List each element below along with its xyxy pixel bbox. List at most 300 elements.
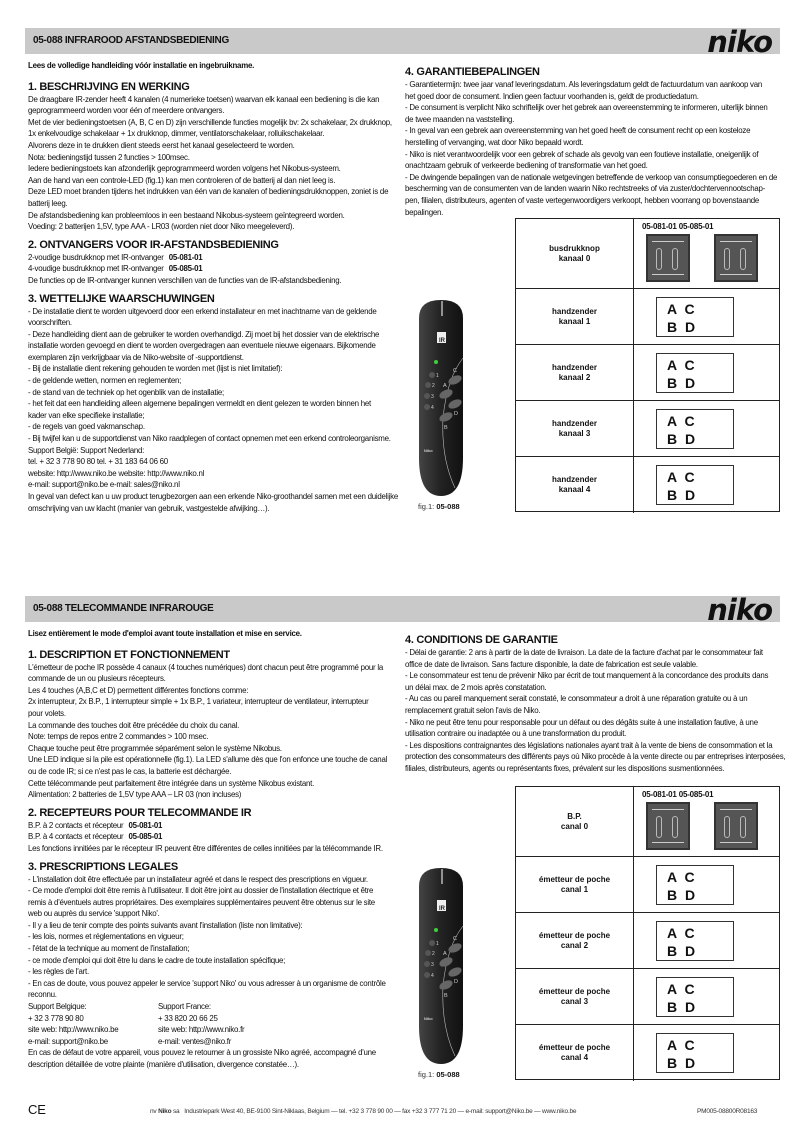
key-label: 3 (431, 962, 434, 968)
table-row (516, 457, 779, 513)
text-line (405, 125, 783, 137)
ce-mark: CE (28, 1102, 46, 1117)
text-line (28, 1001, 400, 1013)
text-line (28, 275, 400, 287)
line-text: L'émetteur de poche IR possède 4 canaux (4 touches numériques) dont chacun peut être programmé pour la (28, 662, 383, 672)
product-codes: 05-081-01 05-085-01 (642, 790, 714, 799)
line-text: remplacement gratuit selon l'avis de Niko. (405, 705, 541, 715)
key-label: C (684, 1037, 697, 1053)
key-label: A (667, 301, 679, 317)
key-label: D (685, 887, 698, 903)
line-text: 2-voudige busdrukknop met IR-ontvanger (28, 252, 164, 262)
text-line (28, 375, 400, 387)
key-label: 1 (436, 373, 439, 379)
line-text: het goed door de consument. Indien geen factuur voorhanden is, geldt de productiedatum. (405, 91, 699, 101)
key-label: D (685, 375, 698, 391)
line-text: - Niko is niet verantwoordelijk voor een gebrek of schade als gevolg van een foutieve installatie, oneigenlijk of (405, 149, 759, 159)
text-line (405, 751, 786, 763)
key-label: B (667, 375, 680, 391)
line-text: remis à d'éventuels autres propriétaires. Des exemplaires supplémentaires peuvent être obtenus sur le site (28, 897, 375, 907)
line-text: - Niko ne peut être tenu pour responsable pour un défaut ou des dégâts suite à une installation fautive, à une (405, 717, 758, 727)
text-line (405, 195, 783, 207)
line-text: e-mail: support@niko.be (28, 1036, 108, 1046)
four-way-switch-image (714, 802, 758, 850)
table-row (516, 1025, 779, 1081)
text-line (28, 340, 400, 352)
key-label: A (443, 383, 447, 389)
line-text: 4-voudige busdrukknop met IR-ontvanger (28, 264, 164, 274)
line-text: Iedere bedieningstoets kan afzonderlijk geprogrammeerd worden volgens het Nikobus-systeem. (28, 164, 341, 174)
section-heading: 3. PRESCRIPTIONS LEGALES (28, 860, 178, 873)
text-line (28, 831, 400, 843)
line-text: tel. + 32 3 778 90 80 tel. + 31 183 64 06 60 (28, 457, 168, 467)
line-text: - Ce mode d'emploi doit être remis à l'utilisateur. Il doit être joint au dossier de l'installation électrique et être (28, 886, 374, 896)
text-line (28, 931, 400, 943)
line-text: un délai max. de 2 mois après constatation. (405, 682, 547, 692)
table-row (516, 289, 779, 345)
key-label: D (685, 431, 698, 447)
figure-caption: fig.1: 05-088 (418, 1070, 460, 1079)
line-text: bepalingen. (405, 207, 444, 217)
text-line (28, 966, 400, 978)
key-label: Niko (424, 1016, 433, 1021)
line-text: Alvorens deze in te drukken dient steeds eerst het kanaal geselecteerd te worden. (28, 140, 295, 150)
row-label: busdrukknop kanaal 0 (516, 219, 634, 288)
line-text: web ou auprès du service 'support Niko'. (28, 909, 160, 919)
line-text-col2: Support France: (158, 1002, 211, 1012)
line-text: 1x enkelvoudige schakelaar + 1x drukknop, dimmer, ventilatorschakelaar, rolluikschakelaar. (28, 129, 325, 139)
key-label: A (667, 413, 679, 429)
key-layout (656, 977, 734, 1017)
key-label: A (443, 951, 447, 957)
text-line (28, 186, 400, 198)
line-text: - Le consommateur est tenu de prévenir Niko par écrit de tout manquement à la concordance des produits dans (405, 671, 769, 681)
text-line (28, 479, 400, 491)
text-line (28, 843, 400, 855)
text-line (28, 943, 400, 955)
text-line (28, 352, 400, 364)
text-line (28, 874, 400, 886)
figure-code: 05-088 (436, 1070, 460, 1079)
text-line (28, 210, 400, 222)
text-line (405, 114, 783, 126)
text-line (28, 1024, 400, 1036)
key-label: D (685, 319, 698, 335)
key-label: Niko (424, 448, 433, 453)
text-line (28, 433, 400, 445)
section-header (25, 593, 780, 627)
key-label: B (444, 993, 448, 999)
manual-section-fr (0, 568, 802, 1136)
text-line (28, 720, 400, 732)
two-way-switch-image (646, 234, 690, 282)
text-line (28, 421, 400, 433)
line-text: protection des consommateurs des différents pays où Niko procède à la vente directe ou par entreprises interposées, (405, 752, 786, 762)
document-code: PM005-08800R08163 (697, 1108, 758, 1115)
key-label: C (453, 368, 457, 374)
line-text: - Bij twijfel kan u de supportdienst van Niko raadplegen of contact opnemen met een erkend controleorganisme. (28, 434, 391, 444)
remote-control-figure (413, 298, 469, 498)
key-label: B (444, 425, 448, 431)
row-label: handzender kanaal 3 (516, 401, 634, 456)
text-line (28, 306, 400, 318)
line-text: In geval van defect kan u uw product terugbezorgen aan een erkende Niko-groothandel samen met een duidelijke (28, 492, 398, 501)
line-text: - les règles de l'art. (28, 967, 89, 977)
key-label: 2 (432, 951, 435, 957)
key-label: B (667, 999, 680, 1015)
key-label: A (667, 869, 679, 885)
text-line (405, 670, 783, 682)
text-line (405, 102, 783, 114)
text-line (405, 172, 783, 184)
line-text: Note: temps de repos entre 2 commandes > 100 msec. (28, 732, 209, 742)
key-label: B (667, 487, 680, 503)
line-text: de twee maanden na vaststelling. (405, 114, 515, 124)
line-text: Met de vier bedieningstoetsen (A, B, C en D) zijn verschillende functies mogelijk bv: 2x schakelaar, 2x drukknop, (28, 117, 392, 127)
line-text: pen, filialen, distributeurs, agenten of vaste vertegenwoordigers verkoopt, hebben voorrang op bovenstaande (405, 195, 760, 205)
line-text: B.P. à 2 contacts et récepteur (28, 820, 124, 830)
text-line (28, 978, 400, 990)
text-line (405, 91, 783, 103)
line-text: - Délai de garantie: 2 ans à partir de la date de livraison. La date de la facture d'achat par le consommateur fait (405, 648, 763, 657)
text-line (28, 820, 400, 832)
line-text: herstelling of vervanging, wat door Niko bepaald wordt. (405, 137, 584, 147)
table-row (516, 219, 779, 289)
niko-logo: niko (707, 25, 772, 59)
line-text: utilisation contraire ou inadaptée ou à une transformation du produit. (405, 729, 627, 739)
line-text: Nota: bedieningstijd tussen 2 functies > 100msec. (28, 152, 190, 162)
text-line (405, 149, 783, 161)
figure-code: 05-088 (436, 502, 460, 511)
line-text: office de date de livraison. Sans facture disponible, la date de fabrication est seule valable. (405, 659, 698, 669)
text-line (405, 763, 783, 775)
text-line (28, 491, 400, 503)
remote-control-figure (413, 866, 469, 1066)
text-line (28, 503, 400, 515)
line-text: - Bij de installatie dient rekening gehouden te worden met (lijst is niet limitatief): (28, 364, 283, 374)
section-heading: 4. GARANTIEBEPALINGEN (405, 66, 540, 78)
text-line (28, 263, 400, 275)
key-label: D (685, 1055, 698, 1071)
left-column (28, 628, 400, 1071)
key-label: 1 (436, 941, 439, 947)
line-text: omschrijving van uw klacht (manier van gebruik, vastgestelde afwijking…). (28, 503, 270, 513)
section-heading: 3. WETTELIJKE WAARSCHUWINGEN (28, 292, 215, 305)
key-label: A (667, 925, 679, 941)
product-code: 05-081-01 (128, 820, 163, 830)
row-label: handzender kanaal 2 (516, 345, 634, 400)
niko-logo: niko (707, 593, 772, 627)
line-text: Aan de hand van een controle-LED (fig.1) kan men controleren of de batterij al dan niet leeg is. (28, 175, 336, 185)
text-line (28, 163, 400, 175)
line-text: - les lois, normes et réglementations en vigueur; (28, 932, 184, 942)
key-label: IR (439, 338, 445, 344)
key-label: B (667, 1055, 680, 1071)
key-label: 2 (432, 383, 435, 389)
line-text: De afstandsbediening kan probleemloos in een bestaand Nikobus-systeem geïntegreerd worden. (28, 210, 345, 220)
line-text: B.P. à 4 contacts et récepteur (28, 832, 124, 842)
text-line (28, 778, 400, 790)
text-line (405, 682, 783, 694)
product-code: 05-081-01 (168, 252, 203, 262)
line-text: - In geval van een gebrek aan overeenstemming van het goed heeft de consument recht op een kosteloze (405, 126, 751, 136)
line-text: - ce mode d'emploi qui doit être lu dans le cadre de toute installation spécifique; (28, 955, 286, 965)
key-label: C (684, 357, 697, 373)
key-label: IR (439, 906, 445, 912)
channel-table (515, 218, 780, 512)
section-title: 05-088 INFRAROOD AFSTANDSBEDIENING (33, 35, 229, 46)
line-text: Les fonctions innitiées par le récepteur IR peuvent être différentes de celles innitiées par la télécommande IR. (28, 843, 383, 853)
line-text: installatie worden gevoegd en dient te worden overgedragen aan eventuele nieuwe eigenaars. Bijkomende (28, 341, 376, 351)
line-text: Les 4 touches (A,B,C et D) permettent différentes fonctions comme: (28, 685, 249, 695)
key-label: C (453, 936, 457, 942)
line-text: - En cas de doute, vous pouvez appeler le service 'support Niko' ou vous adresser à un organisme de contrôle (28, 978, 386, 988)
table-row (516, 401, 779, 457)
text-line (28, 673, 400, 685)
text-line (28, 955, 400, 967)
text-line (28, 105, 400, 117)
text-line (405, 647, 783, 659)
line-text: Voeding: 2 batterijen 1,5V, type AAA - LR03 (worden niet door Niko meegeleverd). (28, 222, 295, 232)
line-text: - de geldende wetten, normen en reglementen; (28, 376, 182, 386)
text-line (405, 740, 783, 752)
key-label: C (684, 469, 697, 485)
key-layout (656, 1033, 734, 1073)
line-text: kader van elke specifieke installatie; (28, 410, 145, 420)
table-row (516, 969, 779, 1025)
text-line (28, 920, 400, 932)
line-text: website: http://www.niko.be website: http://www.niko.nl (28, 468, 205, 478)
key-label: C (684, 413, 697, 429)
text-line (28, 662, 400, 674)
text-line (28, 1036, 400, 1048)
line-text: - De dwingende bepalingen van de nationale wetgevingen betreffende de verkoop van consumptiegoederen en de (405, 172, 778, 182)
line-text: - De consument is verplicht Niko schriftelijk over het gebrek aan overeenstemming te informeren, uiterlijk binnen (405, 103, 768, 113)
line-text: commande de un ou plusieurs récepteurs. (28, 674, 166, 684)
text-line (28, 128, 400, 140)
key-label: D (685, 487, 698, 503)
section-heading: 1. BESCHRIJVING EN WERKING (28, 80, 190, 93)
text-line (28, 140, 400, 152)
status-led (434, 360, 438, 364)
text-line (28, 731, 400, 743)
line-text: description détaillée de votre plainte (manière d'utilisation, divergence constatée…). (28, 1060, 299, 1069)
key-layout (656, 921, 734, 961)
key-label: A (667, 469, 679, 485)
line-text: geprogrammeerd worden voor één of meerdere ontvangers. (28, 106, 225, 116)
line-text-col2: + 33 820 20 66 25 (158, 1013, 218, 1023)
line-text: - Il y a lieu de tenir compte des points suivants avant l'installation (liste non limitative): (28, 920, 303, 930)
key-label: 4 (431, 405, 434, 411)
key-layout (656, 865, 734, 905)
key-label: C (684, 301, 697, 317)
line-text: onachtzaam gebruik of verkeerde bediening of transformatie van het goed. (405, 161, 648, 171)
section-heading: 1. DESCRIPTION ET FONCTIONNEMENT (28, 648, 230, 661)
line-text: voorschriften. (28, 318, 72, 328)
key-layout (656, 465, 734, 505)
line-text: - Au cas ou pareil manquement serait constaté, le consommateur a droit à une réparation gratuite ou à un (405, 694, 748, 704)
key-label: C (684, 925, 697, 941)
text-line (28, 897, 400, 909)
text-line (28, 363, 400, 375)
footer-address: nv Niko sa Industriepark West 40, BE-9100 Sint-Niklaas, Belgium — tel. +32 3 778 90 00 — fax +32 3 777 71 20 — e-mail: support@Niko.be — www.niko.be (150, 1108, 577, 1115)
intro-notice: Lees de volledige handleiding vóór installatie en ingebruikname. (28, 61, 255, 70)
line-text: Cette télécommande peut parfaitement être intégrée dans un système Nikobus existant. (28, 778, 315, 788)
left-column (28, 60, 400, 514)
text-line (28, 152, 400, 164)
key-label: D (685, 943, 698, 959)
text-line (28, 317, 400, 329)
text-line (28, 221, 400, 233)
key-label: D (454, 979, 458, 985)
key-label: C (684, 869, 697, 885)
product-codes: 05-081-01 05-085-01 (642, 222, 714, 231)
text-line (28, 708, 400, 720)
table-row (516, 857, 779, 913)
intro-notice: Lisez entièrement le mode d'emploi avant toute installation et mise en service. (28, 629, 302, 638)
row-label: émetteur de poche canal 3 (516, 969, 634, 1024)
four-way-switch-image (714, 234, 758, 282)
key-label: 3 (431, 394, 434, 400)
figure-caption: fig.1: 05-088 (418, 502, 460, 511)
key-label: B (667, 887, 680, 903)
key-label: B (667, 319, 680, 335)
line-text: De draagbare IR-zender heeft 4 kanalen (4 numerieke toetsen) waarvan elk kanaal een bediening is die kan (28, 94, 380, 104)
text-line (405, 728, 783, 740)
text-line (28, 696, 400, 708)
row-label: émetteur de poche canal 4 (516, 1025, 634, 1081)
right-column (405, 628, 786, 775)
key-label: B (667, 431, 680, 447)
text-line (28, 94, 400, 106)
text-line (28, 743, 400, 755)
key-label: 4 (431, 973, 434, 979)
line-text: bescherming van de consumenten van de landen waarin Niko rechtstreeks of via zuster/dochtervennootschap- (405, 184, 765, 194)
line-text: Alimentation: 2 batteries de 1,5V type AAA – LR 03 (non incluses) (28, 790, 242, 800)
product-code: 05-085-01 (128, 832, 163, 842)
line-text: 2x interrupteur, 2x B.P., 1 interrupteur simple + 1x B.P., 1 variateur, interrupteur de ventilateur, interrupteur (28, 697, 369, 707)
key-label: D (454, 411, 458, 417)
line-text: - Garantietermijn: twee jaar vanaf leveringsdatum. Als leveringsdatum geldt de factuurdatum van aankoop van (405, 80, 763, 89)
line-text: De functies op de IR-ontvanger kunnen verschillen van de functies van de IR-afstandsbediening. (28, 275, 342, 285)
line-text-col2: site web: http://www.niko.fr (158, 1025, 245, 1035)
text-line (28, 468, 400, 480)
text-line (28, 789, 400, 801)
section-title: 05-088 TELECOMMANDE INFRAROUGE (33, 603, 214, 614)
line-text: e-mail: support@niko.be e-mail: sales@niko.nl (28, 480, 180, 490)
text-line (28, 685, 400, 697)
line-text: - Les dispositions contraignantes des législations nationales ayant trait à la vente de biens de consommation et la (405, 740, 773, 750)
key-layout (656, 297, 734, 337)
line-text: - Deze handleiding dient aan de gebruiker te worden overhandigd. Zij moet bij het dossier van de elektrische (28, 329, 380, 339)
text-line (28, 445, 400, 457)
key-label: A (667, 357, 679, 373)
line-text: Chaque touche peut être programmée séparément selon le système Nikobus. (28, 743, 282, 753)
key-layout (656, 353, 734, 393)
section-heading: 2. ONTVANGERS VOOR IR-AFSTANDSBEDIENING (28, 238, 279, 251)
line-text-col2: e-mail: ventes@niko.fr (158, 1036, 232, 1046)
channel-table (515, 786, 780, 1080)
text-line (28, 754, 400, 766)
text-line (405, 693, 783, 705)
line-text: exemplaren zijn verkrijgbaar via de Niko-website of -supportdienst. (28, 352, 244, 362)
line-text: Une LED indique si la pile est opérationnelle (fig.1). La LED s'allume dès que l'on enfonce une touche de canal (28, 755, 388, 765)
key-label: B (667, 943, 680, 959)
text-line (405, 137, 783, 149)
section-heading: 2. RECEPTEURS POUR TELECOMMANDE IR (28, 806, 252, 819)
table-row (516, 913, 779, 969)
line-text: Support Belgique: (28, 1002, 87, 1012)
line-text: En cas de défaut de votre appareil, vous pouvez le retourner à un grossiste Niko agréé, accompagné d'une (28, 1048, 376, 1058)
row-label: émetteur de poche canal 1 (516, 857, 634, 912)
line-text: - l'état de la technique au moment de l'installation; (28, 944, 190, 954)
key-label: A (667, 1037, 679, 1053)
line-text: filiales, distributeurs, agents ou représentants fixes, prévalent sur les dispositions susmentionnées. (405, 763, 725, 773)
text-line (405, 207, 783, 219)
line-text: site web: http://www.niko.be (28, 1025, 119, 1035)
text-line (405, 705, 783, 717)
line-text: pour volets. (28, 708, 66, 718)
two-way-switch-image (646, 802, 690, 850)
text-line (28, 885, 400, 897)
text-line (405, 659, 783, 671)
text-line (28, 329, 400, 341)
row-label: B.P. canal 0 (516, 787, 634, 856)
line-text: - L'installation doit être effectuée par un installateur agréé et dans le respect des prescriptions en vigueur. (28, 874, 368, 884)
status-led (434, 928, 438, 932)
text-line (405, 183, 783, 195)
line-text: - de stand van de techniek op het ogenblik van de installatie; (28, 387, 224, 397)
text-line (28, 456, 400, 468)
line-text: - het feit dat een handleiding alleen algemene bepalingen vermeldt en dient gelezen te worden binnen het (28, 399, 371, 409)
section-heading: 4. CONDITIONS DE GARANTIE (405, 634, 558, 646)
text-line (28, 410, 400, 422)
table-row (516, 345, 779, 401)
text-line (28, 198, 400, 210)
key-label: A (667, 981, 679, 997)
key-label: D (685, 999, 698, 1015)
text-line (405, 79, 783, 91)
product-code: 05-085-01 (168, 264, 203, 274)
line-text: - De installatie dient te worden uitgevoerd door een erkend installateur en met inachtname van de geldende (28, 306, 377, 316)
text-line (28, 387, 400, 399)
text-line (28, 117, 400, 129)
right-column (405, 60, 783, 218)
row-label: handzender kanaal 1 (516, 289, 634, 344)
table-row (516, 787, 779, 857)
line-text: La commande des touches doit être précédée du choix du canal. (28, 720, 240, 730)
line-text: ou de code IR; si ce n'est pas le cas, la batterie est déchargée. (28, 766, 232, 776)
line-text: - de regels van goed vakmanschap. (28, 422, 145, 432)
line-text: reconnu. (28, 990, 57, 1000)
key-label: C (684, 981, 697, 997)
line-text: Deze LED moet branden tijdens het indrukken van één van de kanalen of bedieningsdrukknoppen, zoniet is de (28, 187, 389, 197)
line-text: + 32 3 778 90 80 (28, 1013, 84, 1023)
text-line (405, 717, 783, 729)
text-line (28, 1047, 400, 1059)
key-layout (656, 409, 734, 449)
row-label: émetteur de poche canal 2 (516, 913, 634, 968)
text-line (28, 398, 400, 410)
line-text: batterij leeg. (28, 198, 68, 208)
text-line (28, 1013, 400, 1025)
text-line (28, 252, 400, 264)
text-line (28, 989, 400, 1001)
section-header (25, 25, 780, 59)
text-line (28, 175, 400, 187)
text-line (28, 1059, 400, 1071)
row-label: handzender kanaal 4 (516, 457, 634, 513)
